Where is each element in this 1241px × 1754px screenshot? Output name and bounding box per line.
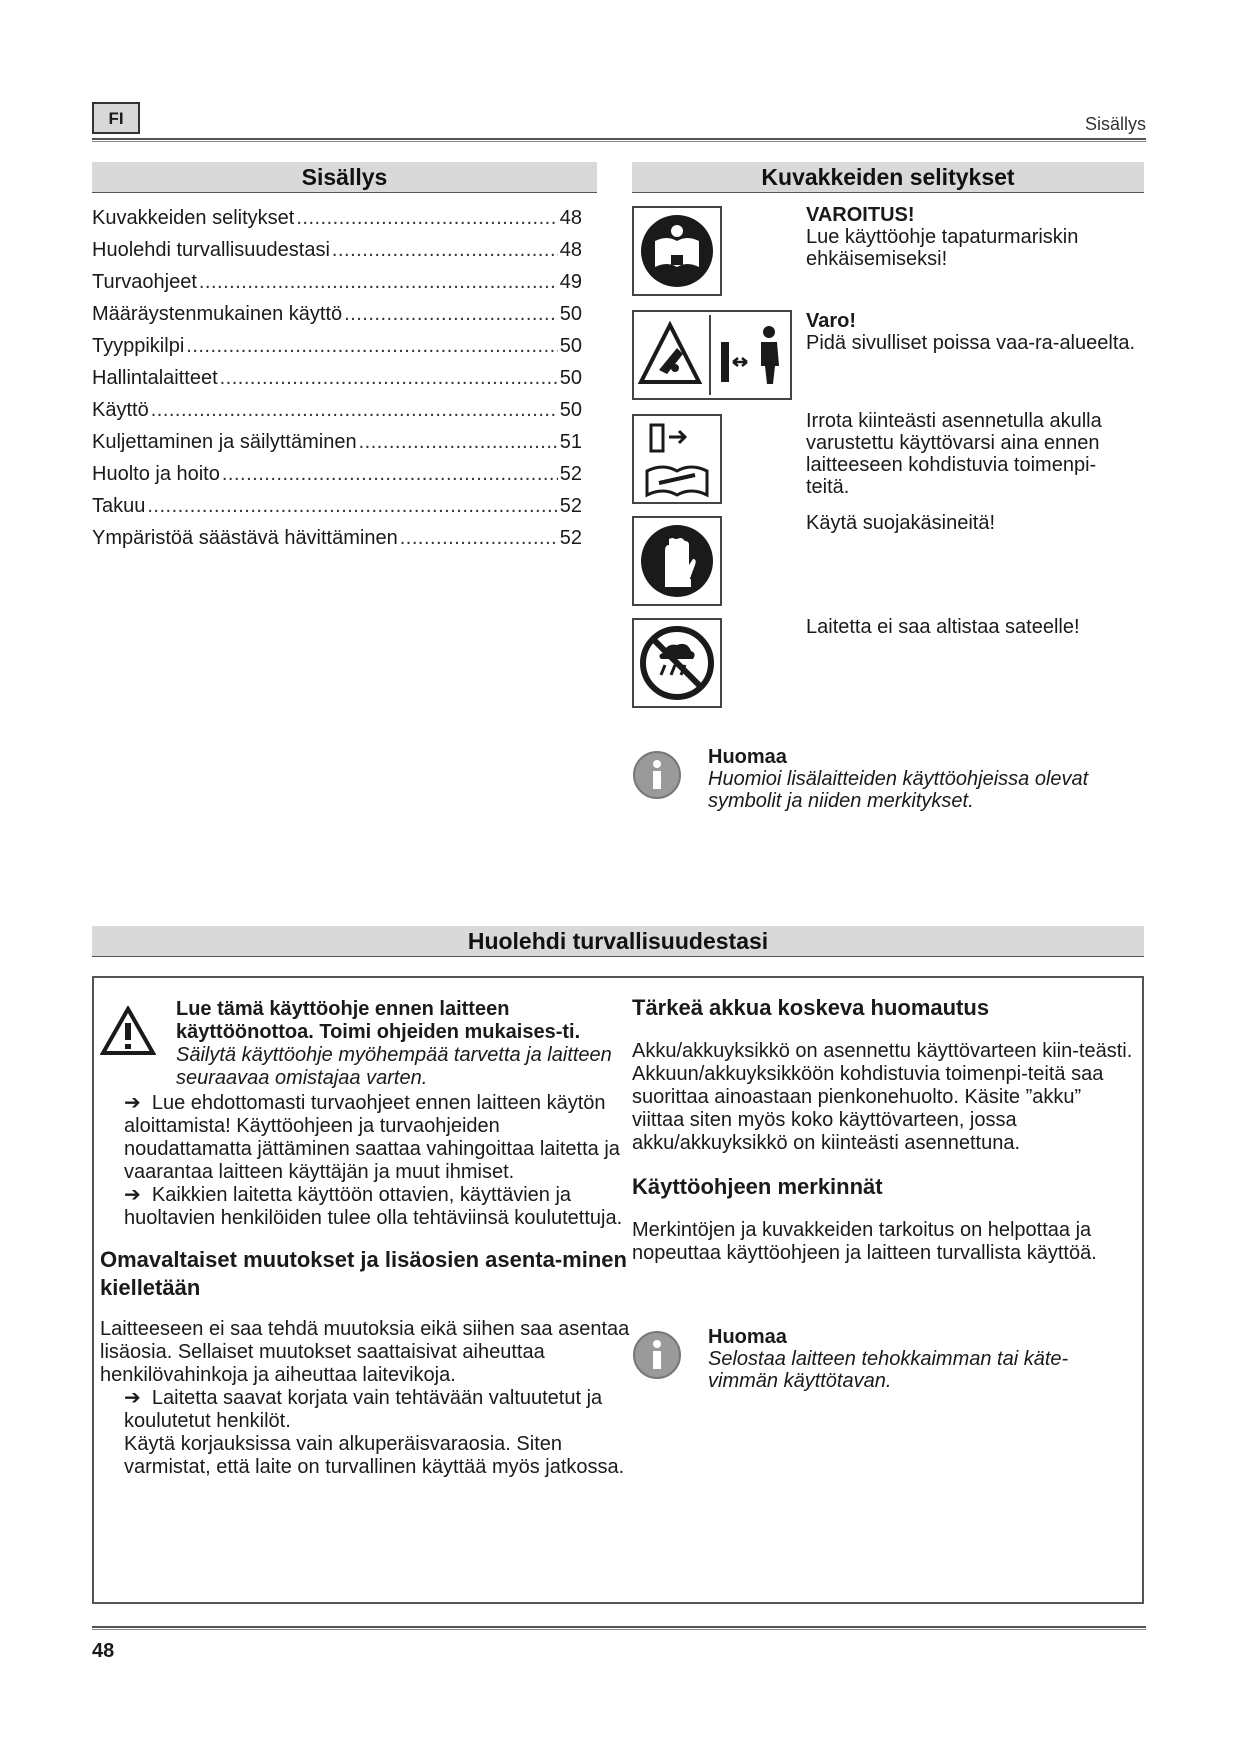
toc-row <box>92 234 582 266</box>
symbol-2-desc: Pidä sivulliset poissa vaa-ra-alueelta. <box>806 332 1136 354</box>
symbol-3-desc: Irrota kiinteästi asennetulla akulla varustettu käyttövarsi aina ennen laitteeseen kohdistuvia toimenpi-teitä. <box>806 410 1102 498</box>
markings-note-text: Selostaa laitteen tehokkaimman tai käte-vimmän käyttötavan. <box>708 1348 1069 1392</box>
battery-heading: Tärkeä akkua koskeva huomautus <box>632 995 990 1020</box>
symbol-4-desc: Käytä suojakäsineitä! <box>806 512 996 534</box>
gloves-icon <box>632 516 722 606</box>
toc-label: Kuvakkeiden selitykset <box>92 207 295 229</box>
symbols-title: Kuvakkeiden selitykset <box>632 162 1144 193</box>
toc-row <box>92 458 582 490</box>
toc-page: 50 <box>559 367 582 389</box>
info-icon <box>632 750 682 805</box>
read-manual-icon <box>632 206 722 296</box>
arrow-icon: ➔ <box>124 1092 152 1114</box>
toc-leader <box>147 490 557 522</box>
toc-leader <box>332 234 558 266</box>
toc-row <box>92 394 582 426</box>
toc-label: Käyttö <box>92 399 149 421</box>
toc-label: Takuu <box>92 495 146 517</box>
toc-leader <box>296 202 557 234</box>
symbols-note-text: Huomioi lisälaitteiden käyttöohjeissa olevat symbolit ja niiden merkitykset. <box>708 768 1089 812</box>
markings-note-heading: Huomaa <box>708 1326 787 1348</box>
symbols-note <box>708 746 1148 812</box>
toc-page: 50 <box>559 303 582 325</box>
toc-page: 52 <box>559 495 582 517</box>
toc-page: 48 <box>559 239 582 261</box>
bullet-2-text: Kaikkien laitetta käyttöön ottavien, käyttävien ja huoltavien henkilöiden tulee olla tehtäviinsä koulutettuja. <box>124 1184 623 1229</box>
warning-italic: Säilytä käyttöohje myöhempää tarvetta ja laitteen seuraavaa omistajaa varten. <box>176 1044 612 1089</box>
header-rule <box>92 138 1146 142</box>
markings-text: Merkintöjen ja kuvakkeiden tarkoitus on helpottaa ja nopeuttaa käyttöohjeen ja laitteen turvallista käyttöä. <box>632 1219 1097 1264</box>
toc-page: 49 <box>559 271 582 293</box>
symbols-note-heading: Huomaa <box>708 746 787 768</box>
modifications-heading: Omavaltaiset muutokset ja lisäosien asenta-minen kielletään <box>100 1247 627 1300</box>
toc-row <box>92 362 582 394</box>
toc-label: Turvaohjeet <box>92 271 197 293</box>
toc-leader <box>400 522 558 554</box>
toc-leader <box>199 266 558 298</box>
page-number: 48 <box>92 1640 115 1662</box>
symbol-1-heading: VAROITUS! <box>806 204 915 226</box>
toc-page: 50 <box>559 399 582 421</box>
symbol-5-desc: Laitetta ei saa altistaa sateelle! <box>806 616 1080 638</box>
bullet-3-text: Laitetta saavat korjata vain tehtävään valtuutetut ja koulutetut henkilöt. <box>124 1387 603 1432</box>
bystander-distance-icon <box>632 310 792 400</box>
toc-row <box>92 266 582 298</box>
warning-bold: Lue tämä käyttöohje ennen laitteen käyttöönottoa. Toimi ohjeiden mukaises-ti. <box>176 998 581 1043</box>
toc-row <box>92 298 582 330</box>
language-badge: FI <box>92 102 140 134</box>
arrow-icon: ➔ <box>124 1184 152 1206</box>
bullet-3 <box>100 1387 630 1433</box>
symbol-1-text <box>806 204 1136 270</box>
toc-leader <box>344 298 558 330</box>
toc-title: Sisällys <box>92 162 597 193</box>
toc-page: 52 <box>559 527 582 549</box>
no-rain-icon <box>632 618 722 708</box>
toc-label: Määräystenmukainen käyttö <box>92 303 343 325</box>
bullet-3-continued: Käytä korjauksissa vain alkuperäisvaraosia. Siten varmistat, että laite on turvallinen käyttää myös jatkossa. <box>124 1433 625 1478</box>
safety-right-column <box>632 994 1137 1265</box>
safety-warning <box>100 998 630 1090</box>
toc-label: Huolto ja hoito <box>92 463 220 485</box>
header-section-title: Sisällys <box>1084 114 1146 134</box>
toc-leader <box>220 362 558 394</box>
symbol-3-text <box>806 410 1136 498</box>
toc-label: Ympäristöä säästävä hävittäminen <box>92 527 398 549</box>
bullet-2 <box>100 1184 630 1230</box>
bullet-1-text: Lue ehdottomasti turvaohjeet ennen laitteen käytön aloittamista! Käyttöohjeen ja turvaohjeiden noudattamatta jättäminen saattaa vahingoittaa laitetta ja vaarantaa laitteen käyttäjän ja muut ihmiset. <box>124 1092 620 1183</box>
toc-leader <box>186 330 557 362</box>
toc-row <box>92 330 582 362</box>
toc-label: Kuljettaminen ja säilyttäminen <box>92 431 357 453</box>
modifications-text: Laitteeseen ei saa tehdä muutoksia eikä siihen saa asentaa lisäosia. Sellaiset muutokset saattaisivat aiheuttaa henkilövahinkoja ja aiheuttaa laitevikoja. <box>100 1318 630 1386</box>
toc-row <box>92 490 582 522</box>
symbol-2-text <box>806 310 1136 354</box>
safety-title: Huolehdi turvallisuudestasi <box>92 926 1144 957</box>
toc-row <box>92 522 582 554</box>
markings-heading: Käyttöohjeen merkinnät <box>632 1174 883 1199</box>
symbol-1-desc: Lue käyttöohje tapaturmariskin ehkäisemiseksi! <box>806 226 1079 270</box>
toc-label: Tyyppikilpi <box>92 335 185 357</box>
toc-leader <box>222 458 558 490</box>
toc-page: 50 <box>559 335 582 357</box>
toc-row <box>92 202 582 234</box>
battery-text: Akku/akkuyksikkö on asennettu käyttövarteen kiin-teästi. Akkuun/akkuyksikköön kohdistuvia toimenpi-teitä saa suorittaa ainoastaan pienkonehuolto. Käsite ”akku” viittaa siten myös koko käyttövarteen, jossa akku/akkuyksikkö on kiinteästi asennettuna. <box>632 1040 1133 1154</box>
info-icon <box>632 1330 682 1385</box>
toc-leader <box>359 426 558 458</box>
bullet-1 <box>100 1092 630 1184</box>
symbol-2-heading: Varo! <box>806 310 857 332</box>
toc-label: Hallintalaitteet <box>92 367 218 389</box>
toc-label: Huolehdi turvallisuudestasi <box>92 239 330 261</box>
arrow-icon: ➔ <box>124 1387 152 1409</box>
toc-leader <box>151 394 558 426</box>
toc-page: 51 <box>559 431 582 453</box>
footer-rule <box>92 1626 1146 1630</box>
remove-battery-icon <box>632 414 722 504</box>
toc-page: 48 <box>559 207 582 229</box>
markings-note <box>708 1326 1128 1392</box>
symbol-4-text <box>806 512 1136 534</box>
symbol-5-text <box>806 616 1136 638</box>
toc-row <box>92 426 582 458</box>
safety-left-column <box>100 994 630 1479</box>
table-of-contents <box>92 202 582 554</box>
toc-page: 52 <box>559 463 582 485</box>
